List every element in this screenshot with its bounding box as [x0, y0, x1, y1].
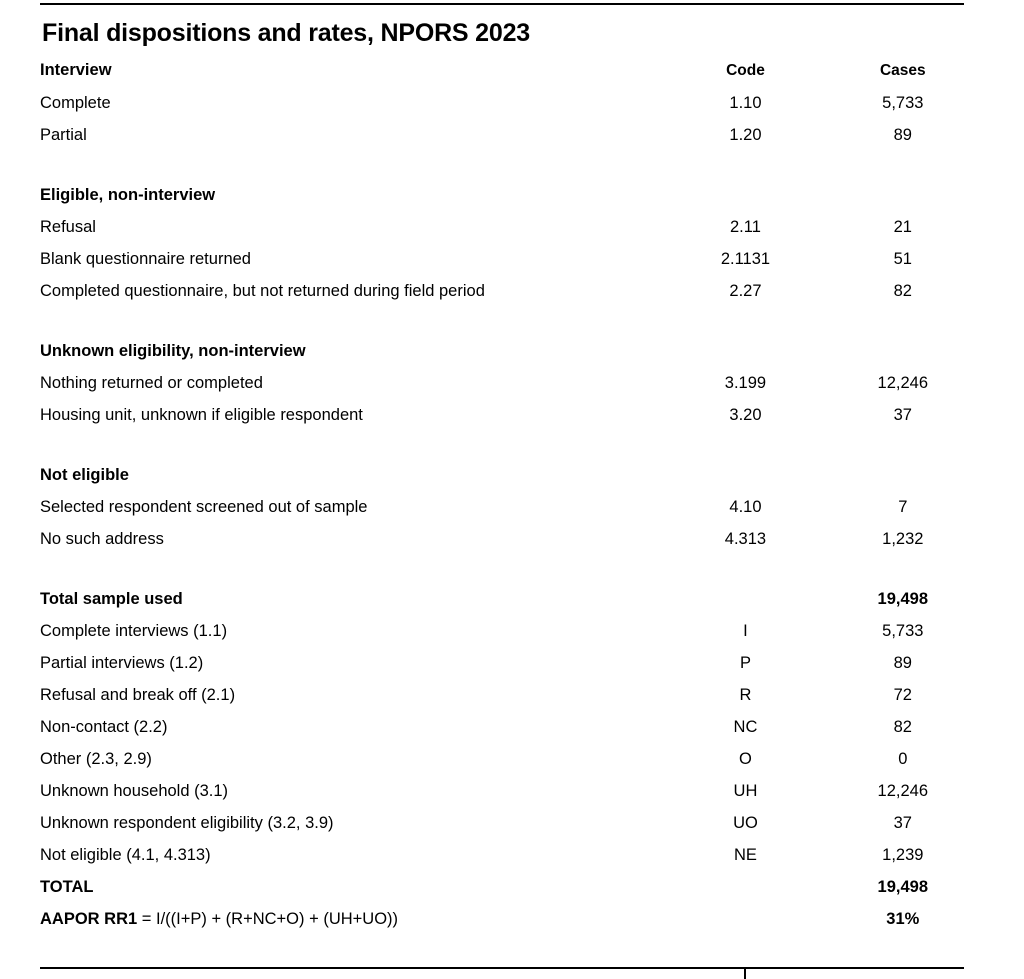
row-label: Housing unit, unknown if eligible respondent — [40, 406, 363, 424]
section-header-row — [40, 179, 984, 211]
row-code: P — [739, 654, 751, 672]
rate-value: 31% — [886, 910, 920, 928]
row-code: 4.10 — [729, 498, 762, 516]
row-cases: 5,733 — [882, 94, 924, 112]
row-cases: 19,498 — [877, 590, 929, 608]
row-code: 1.20 — [729, 126, 762, 144]
section-code — [669, 179, 821, 211]
table-row — [40, 743, 984, 775]
row-cases: 89 — [893, 126, 912, 144]
row-code: 2.1131 — [720, 250, 771, 268]
row-label: Complete interviews (1.1) — [40, 622, 228, 640]
row-spacer — [40, 307, 984, 335]
table-row — [40, 491, 984, 523]
row-code: UO — [733, 814, 758, 832]
section-header-row — [40, 459, 984, 491]
row-label: No such address — [40, 530, 164, 548]
section-cases — [822, 179, 984, 211]
row-cases: 1,232 — [882, 530, 924, 548]
row-label: Complete — [40, 94, 111, 112]
row-code — [669, 583, 821, 615]
table-row — [40, 615, 984, 647]
table-row — [40, 399, 984, 431]
table-row — [40, 211, 984, 243]
bottom-divider — [40, 967, 964, 969]
row-cases: 12,246 — [877, 782, 929, 800]
row-code: UH — [733, 782, 758, 800]
section-cases — [822, 335, 984, 367]
table-body — [40, 54, 984, 935]
column-header-cases: Cases — [879, 62, 926, 79]
page-title: Final dispositions and rates, NPORS 2023 — [42, 19, 530, 47]
row-cases: 21 — [893, 218, 912, 236]
row-cases: 12,246 — [877, 374, 929, 392]
row-cases: 0 — [898, 750, 908, 768]
rate-name: AAPOR RR1 — [40, 910, 138, 928]
table-row — [40, 647, 984, 679]
row-label: Blank questionnaire returned — [40, 250, 251, 268]
section-cases — [822, 459, 984, 491]
row-cases: 82 — [893, 282, 912, 300]
row-label: Unknown household (3.1) — [40, 782, 229, 800]
row-label: Other (2.3, 2.9) — [40, 750, 152, 768]
table-row — [40, 367, 984, 399]
table-row — [40, 679, 984, 711]
total-sample-row — [40, 583, 984, 615]
row-spacer — [40, 151, 984, 179]
bottom-divider-tick — [744, 969, 746, 979]
table-row — [40, 275, 984, 307]
column-header-label: Interview — [40, 61, 112, 79]
section-label: Eligible, non-interview — [40, 186, 216, 204]
row-code — [669, 871, 821, 903]
row-label: Non-contact (2.2) — [40, 718, 168, 736]
section-label: Unknown eligibility, non-interview — [40, 342, 306, 360]
row-cases: 82 — [893, 718, 912, 736]
row-cases: 37 — [893, 814, 912, 832]
row-label: Not eligible (4.1, 4.313) — [40, 846, 211, 864]
response-rate-row — [40, 903, 984, 935]
table-header-row — [40, 54, 984, 87]
table-row — [40, 243, 984, 275]
table-row — [40, 119, 984, 151]
row-code: NE — [733, 846, 757, 864]
row-cases: 5,733 — [882, 622, 924, 640]
row-label: Completed questionnaire, but not returned during field period — [40, 282, 485, 300]
rate-code — [669, 903, 821, 935]
row-label: Refusal — [40, 218, 96, 236]
row-label: TOTAL — [40, 878, 94, 896]
row-code: O — [739, 750, 752, 768]
grand-total-row — [40, 871, 984, 903]
table-row — [40, 775, 984, 807]
rate-label — [40, 903, 669, 935]
row-code: 3.20 — [729, 406, 762, 424]
row-code: 1.10 — [729, 94, 762, 112]
row-code: 2.11 — [730, 218, 761, 236]
section-code — [669, 335, 821, 367]
row-spacer — [40, 431, 984, 459]
row-label: Partial interviews (1.2) — [40, 654, 204, 672]
section-header-row — [40, 335, 984, 367]
row-cases: 51 — [893, 250, 912, 268]
row-cases: 1,239 — [882, 846, 924, 864]
row-label: Total sample used — [40, 590, 183, 608]
table-row — [40, 523, 984, 555]
section-label: Not eligible — [40, 466, 129, 484]
row-code: NC — [733, 718, 758, 736]
column-header-code: Code — [726, 62, 765, 79]
row-cases: 89 — [893, 654, 912, 672]
row-code: I — [743, 622, 748, 640]
row-spacer — [40, 555, 984, 583]
dispositions-table — [40, 54, 984, 935]
table-row — [40, 87, 984, 119]
row-label: Partial — [40, 126, 87, 144]
row-code: 3.199 — [724, 374, 767, 392]
row-code: R — [739, 686, 752, 704]
row-code: 2.27 — [729, 282, 762, 300]
table-row — [40, 839, 984, 871]
table-row — [40, 711, 984, 743]
row-cases: 37 — [893, 406, 912, 424]
section-code — [669, 459, 821, 491]
row-cases: 19,498 — [877, 878, 929, 896]
rate-formula: = I/((I+P) + (R+NC+O) + (UH+UO)) — [137, 910, 399, 928]
row-cases: 72 — [893, 686, 912, 704]
top-divider — [40, 3, 964, 5]
row-label: Refusal and break off (2.1) — [40, 686, 236, 704]
row-label: Nothing returned or completed — [40, 374, 263, 392]
row-label: Unknown respondent eligibility (3.2, 3.9) — [40, 814, 334, 832]
row-cases: 7 — [898, 498, 908, 516]
row-label: Selected respondent screened out of sample — [40, 498, 368, 516]
table-row — [40, 807, 984, 839]
row-code: 4.313 — [724, 530, 767, 548]
